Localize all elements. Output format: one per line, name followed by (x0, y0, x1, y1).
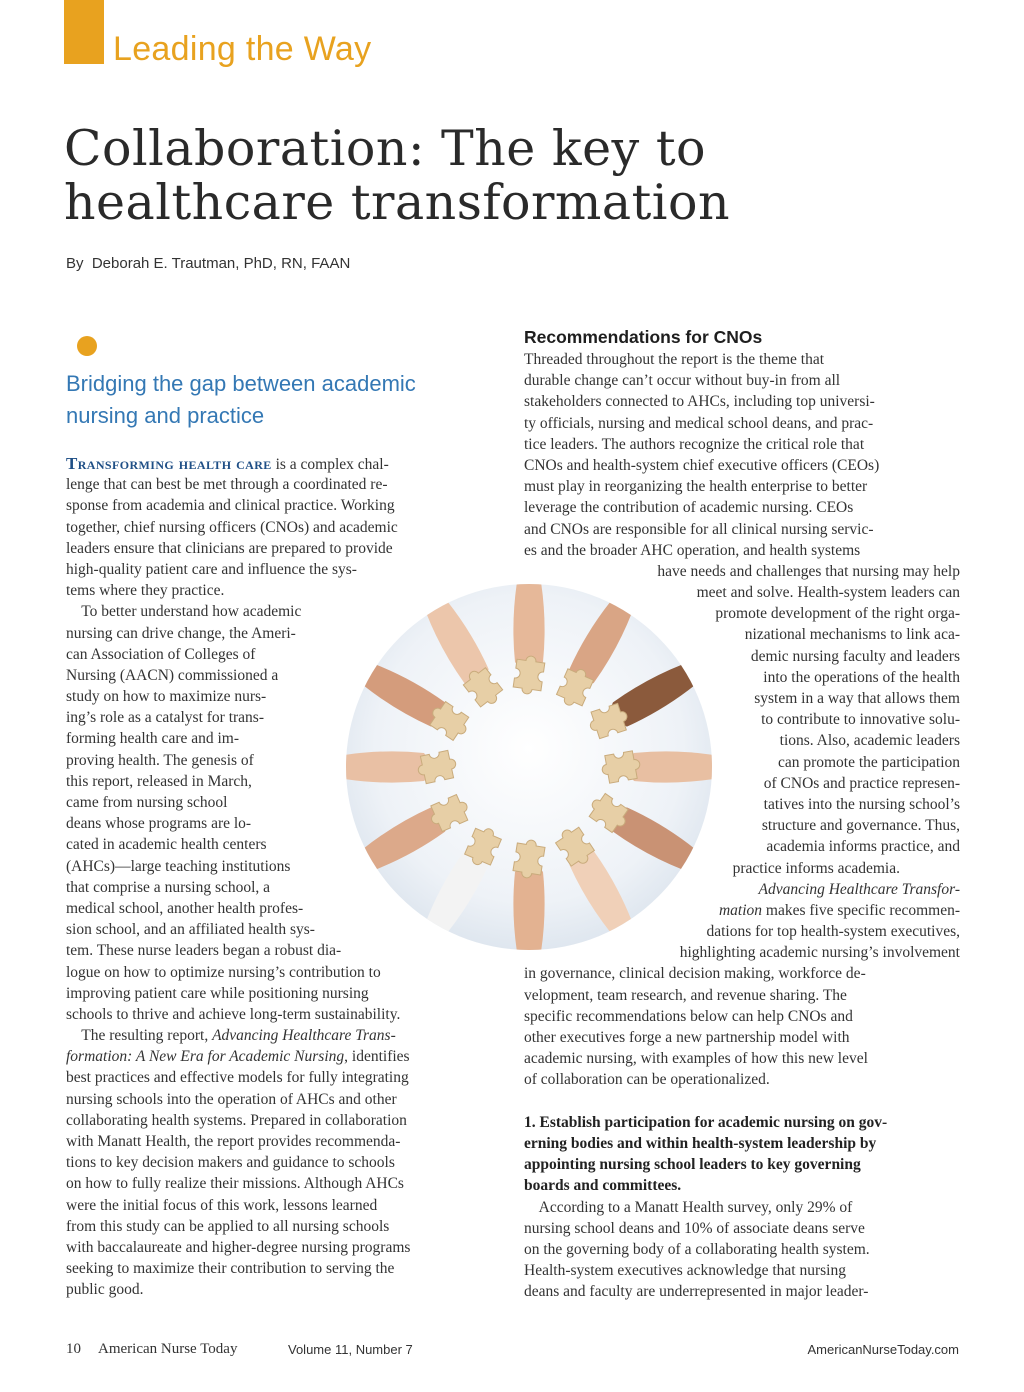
body-line: proving health. The genesis of (66, 751, 254, 769)
body-text: , identifies (344, 1048, 410, 1066)
body-line: were the initial focus of this work, lessons learned (66, 1196, 378, 1214)
body-line: this report, released in March, (66, 772, 252, 790)
recommendation-heading: erning bodies and within health-system leadership by (524, 1134, 877, 1152)
recommendation-heading: boards and committees. (524, 1177, 682, 1195)
body-line (66, 1025, 506, 1046)
body-line: tem. These nurse leaders began a robust dia- (66, 942, 342, 960)
body-line: schools to thrive and achieve long-term sustainability. (66, 1005, 401, 1023)
body-line: best practices and effective models for fully integrating (66, 1069, 409, 1087)
body-line: tions. Also, academic leaders (779, 732, 960, 750)
body-line: practice informs academia. (732, 859, 900, 877)
body-line: must play in reorganizing the health enterprise to better (524, 478, 868, 496)
body-line: came from nursing school (66, 794, 228, 811)
body-line: tems where they practice. (66, 582, 225, 600)
page-title (64, 122, 964, 230)
paragraph-gap (524, 1091, 960, 1112)
body-line: demic nursing faculty and leaders (750, 647, 960, 665)
hands-puzzle-photo (346, 584, 712, 950)
body-line: collaborating health systems. Prepared in collaboration (66, 1111, 407, 1129)
body-line: deans whose programs are lo- (66, 815, 252, 833)
body-line: ty officials, nursing and medical school deans, and prac- (524, 414, 874, 432)
report-title: Advancing Healthcare Trans- (212, 1027, 396, 1045)
section-heading: Recommendations for CNOs (524, 327, 763, 347)
body-line: sion school, and an affiliated health sys- (66, 921, 315, 939)
body-line: nursing can drive change, the Ameri- (66, 624, 296, 642)
page-number: 10 (66, 1341, 81, 1357)
body-line: public good. (66, 1281, 144, 1299)
body-line: academia informs practice, and (766, 838, 960, 856)
report-title: Advancing Healthcare Transfor- (758, 880, 960, 898)
report-title: formation: A New Era for Academic Nursing (66, 1048, 345, 1066)
body-line: forming health care and im- (66, 730, 240, 748)
body-line: can Association of Colleges of (66, 645, 256, 663)
section-subhead (66, 368, 506, 432)
body-line: nizational mechanisms to link aca- (744, 626, 960, 644)
body-line: CNOs and health-system chief executive officers (CEOs) (524, 456, 880, 474)
body-line: that comprise a nursing school, a (66, 878, 271, 896)
body-line: es and the broader AHC operation, and health systems (524, 541, 861, 559)
body-line: have needs and challenges that nursing may help (657, 562, 960, 580)
lead-in: Transforming health care (66, 454, 272, 473)
body-line: highlighting academic nursing’s involvement (679, 944, 960, 962)
body-text: The resulting report, (66, 1027, 213, 1045)
body-line: structure and governance. Thus, (761, 817, 960, 835)
body-line: on the governing body of a collaborating health system. (524, 1240, 870, 1258)
body-line: academic nursing, with examples of how this new level (524, 1050, 868, 1068)
body-line: nursing schools into the operation of AHCs and other (66, 1090, 397, 1108)
recommendation-heading: 1. Establish participation for academic nursing on gov- (524, 1113, 888, 1131)
hands-puzzle-illustration (346, 584, 712, 950)
body-line: high-quality patient care and influence the sys- (66, 560, 357, 578)
headline-line: healthcare transformation (64, 174, 731, 231)
body-line: Threaded throughout the report is the theme that (524, 351, 825, 368)
body-line: on how to fully realize their missions. Although AHCs (66, 1175, 404, 1193)
body-line: sponse from academia and clinical practice. Working (66, 497, 395, 515)
body-line: to contribute to innovative solu- (761, 711, 960, 729)
body-line: medical school, another health profes- (66, 899, 304, 917)
body-text: makes five specific recommen- (762, 901, 960, 919)
body-line: nursing school deans and 10% of associate deans serve (524, 1219, 865, 1237)
body-line: dations for top health-system executives, (706, 923, 960, 941)
body-line: seeking to maximize their contribution to serving the (66, 1260, 395, 1278)
body-line: deans and faculty are underrepresented in major leader- (524, 1283, 869, 1301)
body-line: lenge that can best be met through a coordinated re- (66, 476, 388, 494)
headline-line: Collaboration: The key to (64, 120, 707, 177)
body-line: ing’s role as a catalyst for trans- (66, 709, 264, 727)
body-line: tatives into the nursing school’s (763, 795, 960, 813)
body-line: velopment, team research, and revenue sharing. The (524, 986, 847, 1004)
body-line: To better understand how academic (66, 603, 302, 621)
body-text: is a complex chal- (271, 456, 389, 473)
magazine-name: American Nurse Today (98, 1341, 238, 1357)
body-line: logue on how to optimize nursing’s contribution to (66, 963, 381, 981)
body-line (66, 453, 506, 474)
body-line: into the operations of the health (763, 668, 960, 686)
body-line (66, 1046, 506, 1067)
body-line: in governance, clinical decision making, workforce de- (524, 965, 866, 983)
issue-volume: Volume 11, Number 7 (288, 1342, 413, 1357)
subhead-line: nursing and practice (66, 403, 265, 428)
body-line: tions to key decision makers and guidance to schools (66, 1154, 395, 1172)
body-line: (AHCs)—large teaching institutions (66, 857, 291, 875)
body-line: cated in academic health centers (66, 836, 267, 854)
section-title: Leading the Way (113, 30, 372, 68)
body-line: other executives forge a new partnership model with (524, 1029, 850, 1046)
body-line: with Manatt Health, the report provides recommenda- (66, 1133, 401, 1150)
body-line: can promote the participation (777, 753, 960, 771)
body-line: Health-system executives acknowledge that nursing (524, 1262, 846, 1280)
body-line: meet and solve. Health-system leaders can (696, 584, 960, 602)
body-line: of CNOs and practice represen- (763, 774, 960, 792)
website-link[interactable]: AmericanNurseToday.com (807, 1342, 959, 1357)
body-line: together, chief nursing officers (CNOs) and academic (66, 518, 398, 536)
byline: By Deborah E. Trautman, PhD, RN, FAAN (66, 255, 351, 272)
recommendation-heading: appointing nursing school leaders to key governing (524, 1156, 861, 1174)
body-line: from this study can be applied to all nursing schools (66, 1217, 390, 1235)
body-line: with baccalaureate and higher-degree nursing programs (66, 1238, 411, 1256)
body-line: specific recommendations below can help CNOs and (524, 1007, 853, 1025)
bullet-dot (77, 336, 97, 356)
body-line: durable change can’t occur without buy-in from all (524, 372, 841, 390)
body-line: promote development of the right orga- (715, 605, 960, 623)
subhead-line: Bridging the gap between academic (66, 371, 416, 396)
page-footer (66, 1341, 959, 1363)
report-title: mation (718, 901, 763, 919)
body-line: Nursing (AACN) commissioned a (66, 666, 279, 684)
body-line: study on how to maximize nurs- (66, 688, 267, 706)
body-line: improving patient care while positioning nursing (66, 984, 369, 1002)
section-color-bar (64, 0, 104, 64)
body-line: tice leaders. The authors recognize the critical role that (524, 435, 865, 453)
body-line: leverage the contribution of academic nursing. CEOs (524, 499, 854, 517)
body-line: system in a way that allows them (754, 690, 960, 707)
body-line: stakeholders connected to AHCs, including top universi- (524, 393, 875, 411)
body-line: of collaboration can be operationalized. (524, 1071, 770, 1089)
body-line: and CNOs are responsible for all clinical nursing servic- (524, 520, 874, 538)
body-line: According to a Manatt Health survey, only 29% of (524, 1198, 853, 1216)
body-line: leaders ensure that clinicians are prepared to provide (66, 539, 393, 557)
